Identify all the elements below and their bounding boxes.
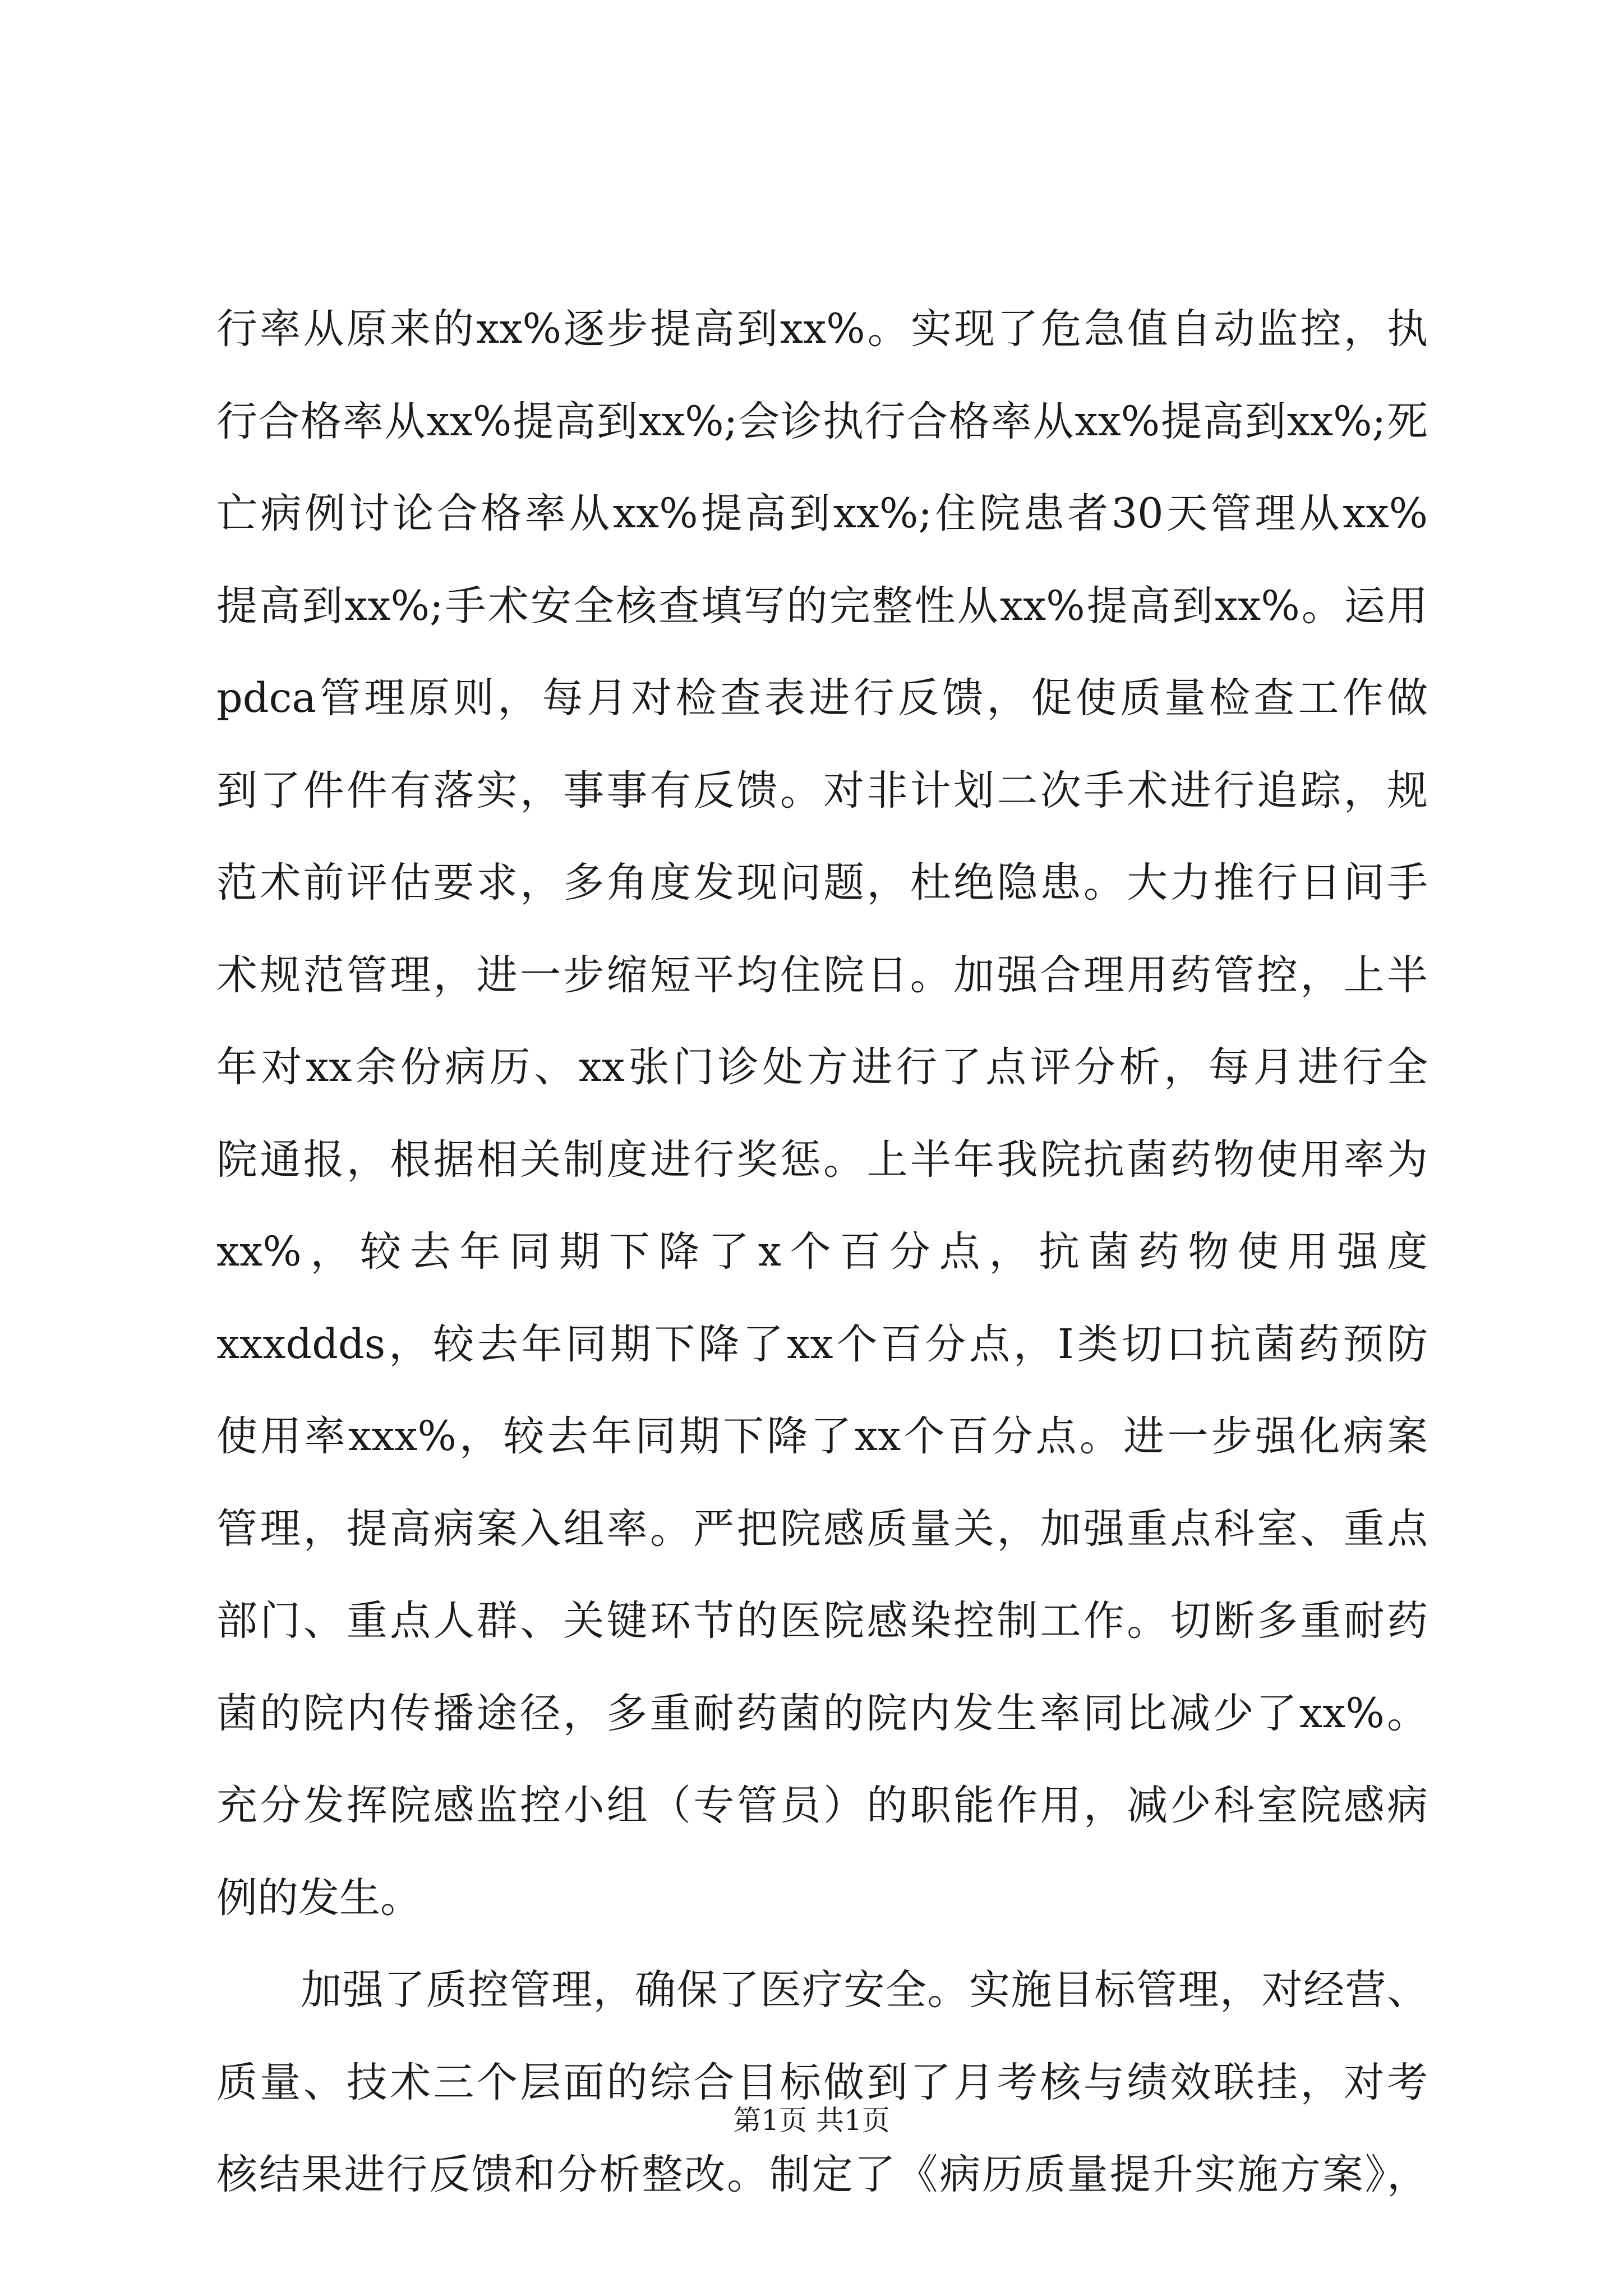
text-line: 例的发生。 [216,1874,421,1922]
text-line: 院通报，根据相关制度进行奖惩。上半年我院抗菌药物使用率为 [216,1135,1428,1184]
text-line: 到了件件有落实，事事有反馈。对非计划二次手术进行追踪，规 [216,766,1428,815]
paragraph [216,1944,1428,2221]
text-line: pdca管理原则，每月对检查表进行反馈，促使质量检查工作做 [216,674,1428,722]
text-line: 管理，提高病案入组率。严把院感质量关，加强重点科室、重点 [216,1504,1428,1553]
text-line: 部门、重点人群、关键环节的医院感染控制工作。切断多重耐药 [216,1597,1428,1645]
document-body [216,283,1428,2221]
text-line: 范术前评估要求，多角度发现问题，杜绝隐患。大力推行日间手 [216,859,1428,907]
text-line: 亡病例讨论合格率从xx%提高到xx%;住院患者30天管理从xx% [216,490,1428,537]
text-line: 使用率xxx%，较去年同期下降了xx个百分点。进一步强化病案 [216,1412,1428,1460]
text-line: xx%，较去年同期下降了x个百分点，抗菌药物使用强度 [216,1228,1428,1276]
text-line: 菌的院内传播途径，多重耐药菌的院内发生率同比减少了xx%。 [216,1689,1428,1737]
paragraph [216,283,1428,1944]
text-line: 充分发挥院感监控小组（专管员）的职能作用，减少科室院感病 [216,1782,1428,1829]
text-line: 术规范管理，进一步缩短平均住院日。加强合理用药管控，上半 [216,951,1428,999]
text-line: xxxddds，较去年同期下降了xx个百分点，Ⅰ类切口抗菌药预防 [216,1320,1428,1368]
text-line: 行率从原来的xx%逐步提高到xx%。实现了危急值自动监控，执 [216,305,1428,353]
text-line: 行合格率从xx%提高到xx%;会诊执行合格率从xx%提高到xx%;死 [216,397,1428,445]
page-number-footer: 第1页 共1页 [733,2104,890,2137]
text-line: 质量、技术三个层面的综合目标做到了月考核与绩效联挂，对考 [216,2058,1428,2106]
text-line: 提高到xx%;手术安全核查填写的完整性从xx%提高到xx%。运用 [216,582,1428,630]
text-line: 加强了质控管理，确保了医疗安全。实施目标管理，对经营、 [301,1966,1428,2014]
text-line: 核结果进行反馈和分析整改。制定了《病历质量提升实施方案》， [216,2151,1428,2198]
text-line: 年对xx余份病历、xx张门诊处方进行了点评分析，每月进行全 [216,1043,1428,1091]
